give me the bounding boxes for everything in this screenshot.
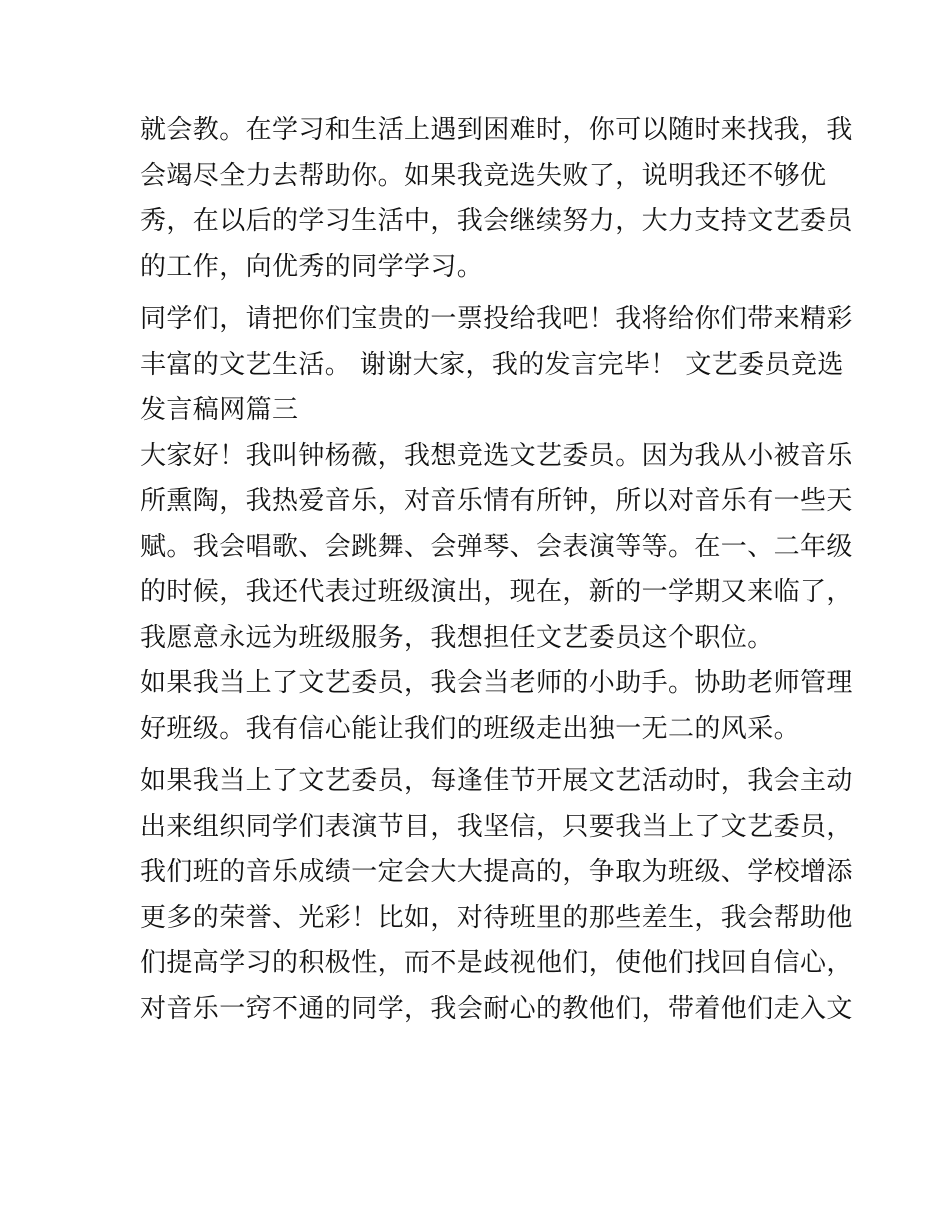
text-line: 更多的荣誉、光彩！比如，对待班里的那些差生，我会帮助他 (140, 902, 853, 933)
text-line: 们提高学习的积极性，而不是歧视他们，使他们找回自信心， (140, 948, 853, 978)
text-line: 的时候，我还代表过班级演出，现在，新的一学期又来临了， (140, 577, 853, 607)
text-line: 就会教。在学习和生活上遇到困难时，你可以随时来找我，我 (140, 115, 853, 145)
text-line: 出来组织同学们表演节目，我坚信，只要我当上了文艺委员， (140, 811, 853, 842)
text-line: 秀，在以后的学习生活中，我会继续努力，大力支持文艺委员 (140, 206, 853, 236)
text-line: 赋。我会唱歌、会跳舞、会弹琴、会表演等等。在一、二年级 (140, 531, 853, 562)
text-line: 如果我当上了文艺委员，每逢佳节开展文艺活动时，我会主动 (140, 766, 853, 796)
text-line: 大家好！我叫钟杨薇，我想竞选文艺委员。因为我从小被音乐 (140, 440, 853, 471)
document-body (140, 108, 853, 1032)
text-line: 会竭尽全力去帮助你。如果我竞选失败了，说明我还不够优 (140, 160, 827, 191)
text-line: 我愿意永远为班级服务，我想担任文艺委员这个职位。 (140, 622, 774, 653)
text-line: 同学们，请把你们宝贵的一票投给我吧！我将给你们带来精彩 (140, 304, 853, 334)
text-line: 好班级。我有信心能让我们的班级走出独一无二的风采。 (140, 713, 801, 744)
text-line: 对音乐一窍不通的同学，我会耐心的教他们，带着他们走入文 (140, 993, 853, 1024)
text-line: 所熏陶，我热爱音乐，对音乐情有所钟，所以对音乐有一些天 (140, 486, 853, 516)
text-line: 发言稿网篇三 (140, 395, 299, 425)
text-line: 我们班的音乐成绩一定会大大提高的，争取为班级、学校增添 (140, 857, 853, 887)
text-line: 丰富的文艺生活。 谢谢大家，我的发言完毕！ 文艺委员竞选 (140, 349, 844, 380)
text-line: 如果我当上了文艺委员，我会当老师的小助手。协助老师管理 (140, 668, 853, 698)
text-line: 的工作，向优秀的同学学习。 (140, 251, 484, 282)
